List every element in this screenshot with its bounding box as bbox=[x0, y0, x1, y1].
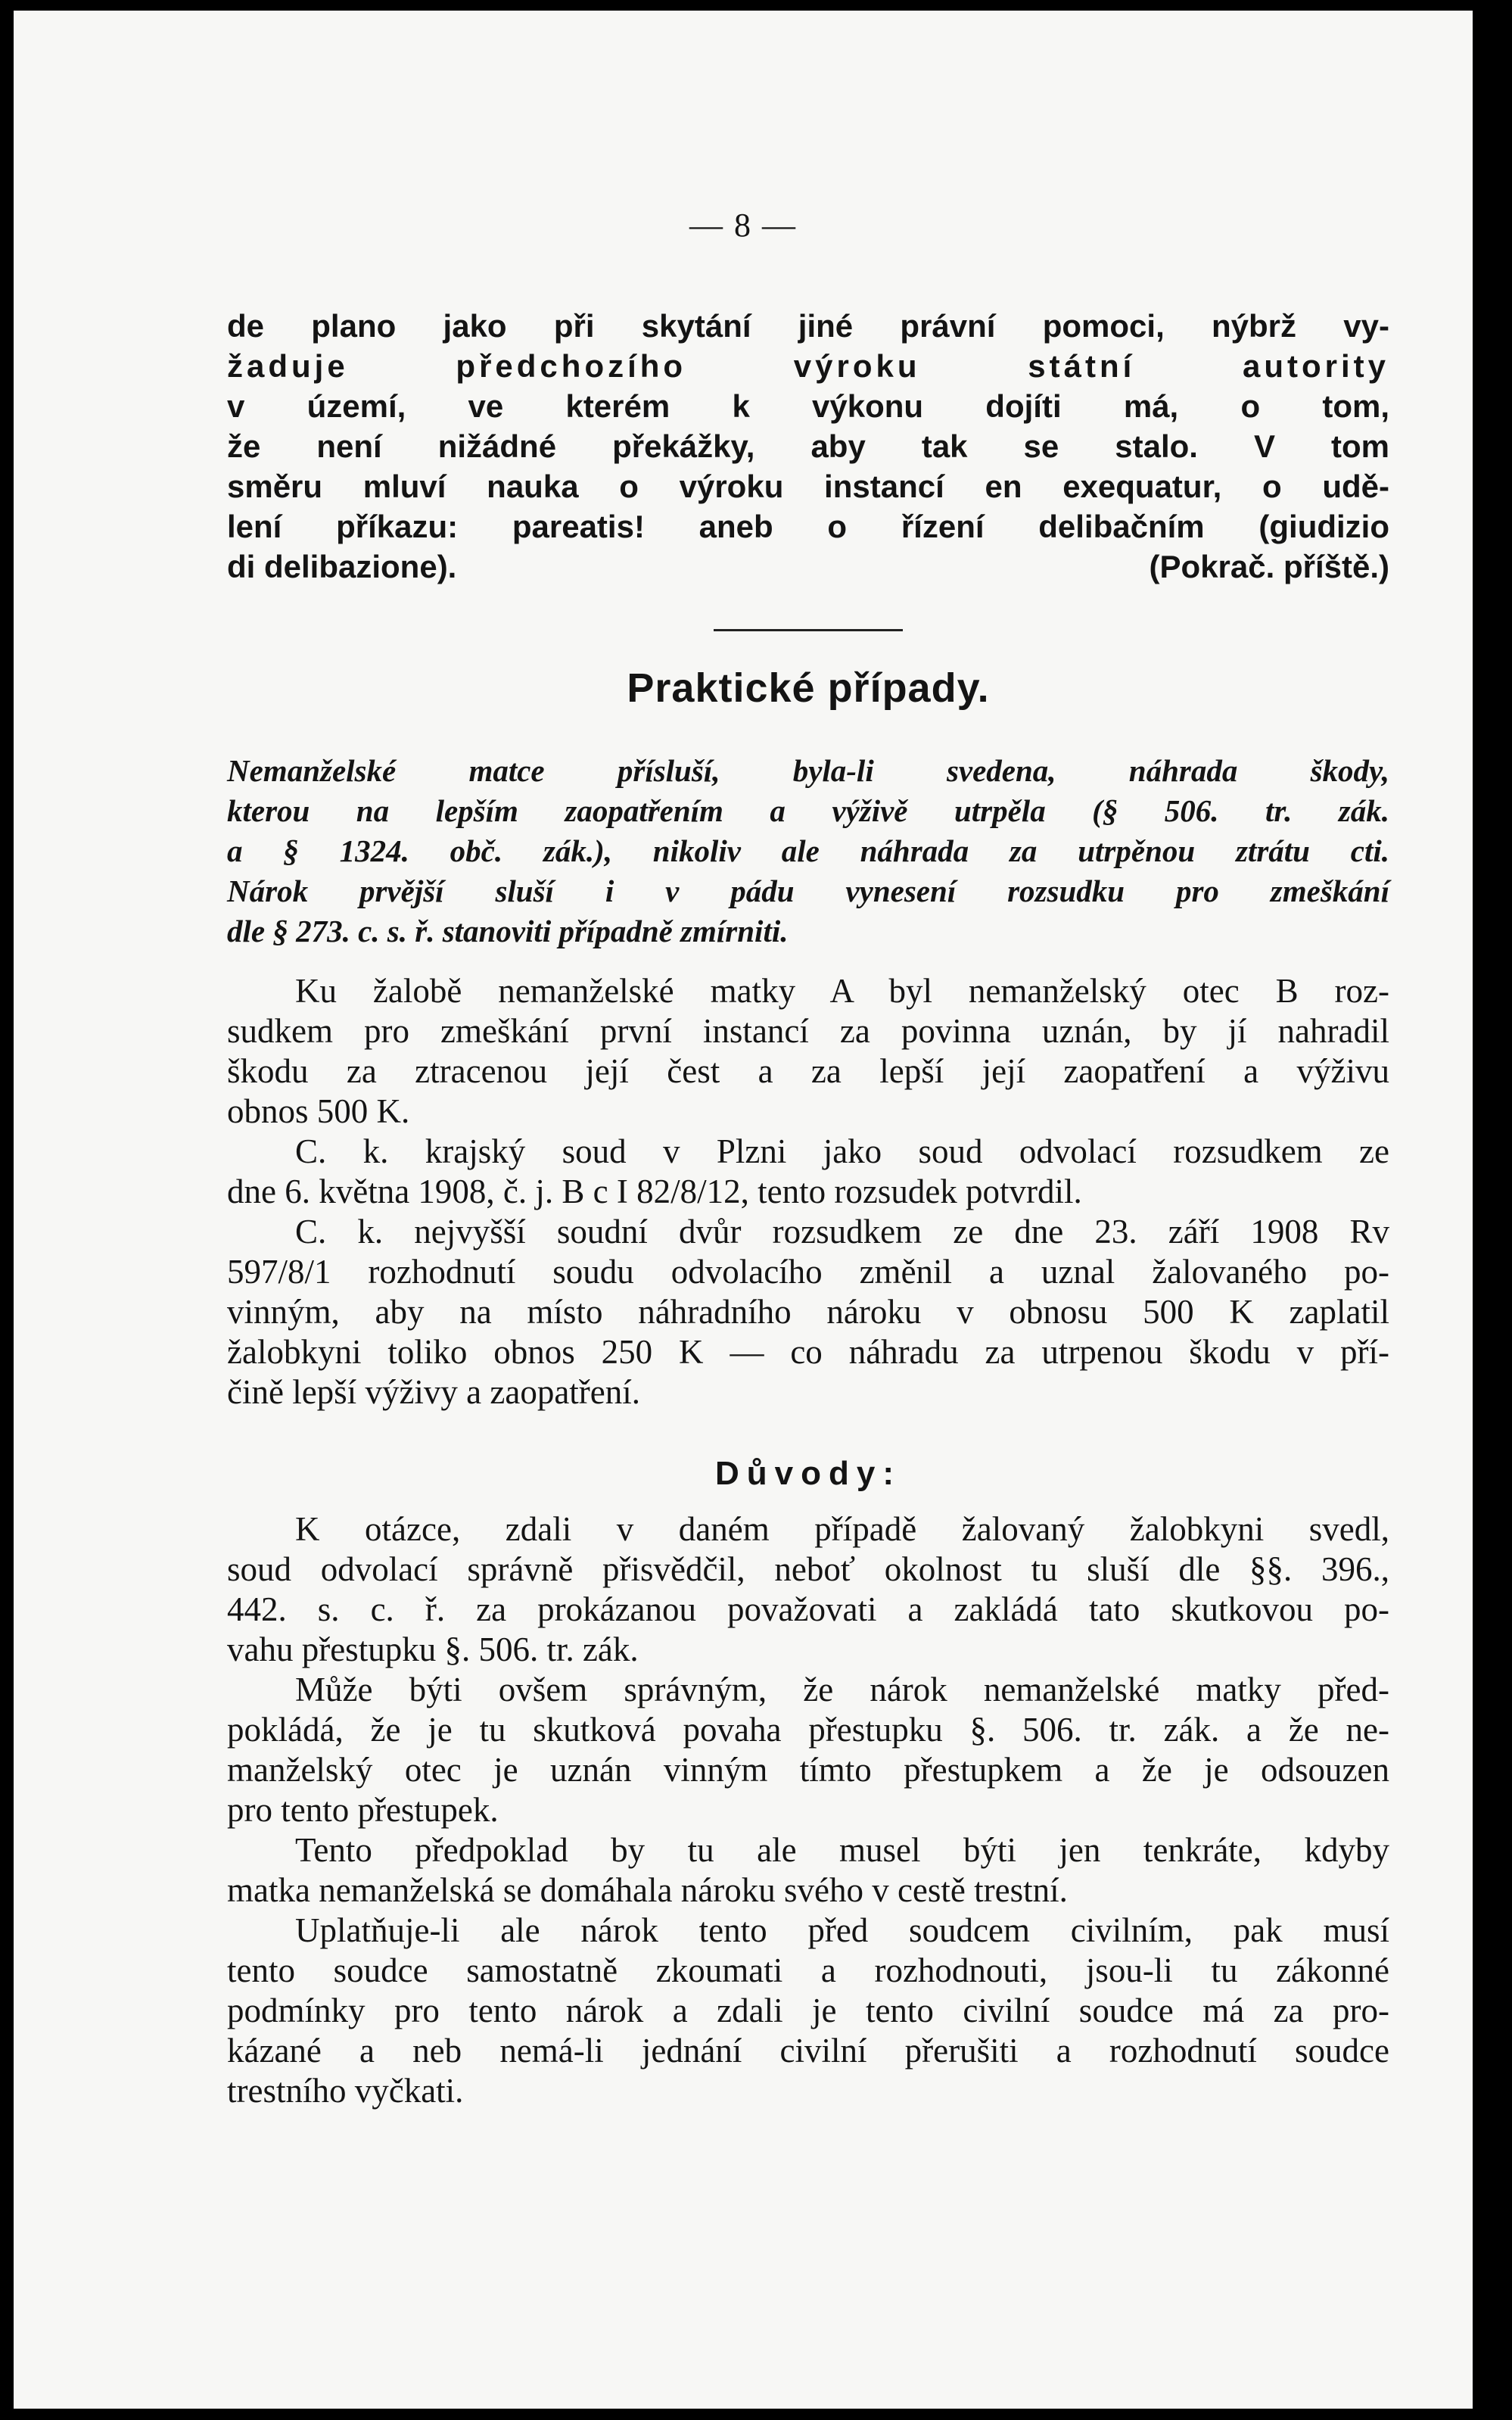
reasons-line: Uplatňuje-li ale nárok tento před soudcem civilním, pak musí bbox=[295, 1911, 1389, 1949]
intro-last-text: di delibazione). bbox=[227, 549, 457, 584]
section-divider bbox=[714, 629, 903, 631]
facts-line: čině lepší výživy a zaopatření. bbox=[227, 1373, 641, 1411]
reasons-line: vahu přestupku §. 506. tr. zák. bbox=[227, 1630, 639, 1668]
facts-paragraph bbox=[227, 971, 1389, 1132]
intro-line: směru mluví nauka o výroku instancí en exequatur, o udě- bbox=[227, 469, 1389, 504]
reasons-line: K otázce, zdali v daném případě žalovaný žalobkyni svedl, bbox=[295, 1510, 1389, 1548]
facts-line: obnos 500 K. bbox=[227, 1092, 410, 1130]
reasons-line: trestního vyčkati. bbox=[227, 2072, 464, 2110]
headnote bbox=[227, 751, 1389, 951]
headnote-line: Nemanželské matce přísluší, byla-li svedena, náhrada škody, bbox=[227, 753, 1389, 788]
reasons-paragraph bbox=[227, 1830, 1389, 1911]
facts-line: vinným, aby na místo náhradního nároku v obnosu 500 K zaplatil bbox=[227, 1293, 1389, 1331]
facts-line: C. k. nejvyšší soudní dvůr rozsudkem ze dne 23. září 1908 Rv bbox=[295, 1213, 1389, 1250]
intro-line: v území, ve kterém k výkonu dojíti má, o tom, bbox=[227, 388, 1389, 424]
reasons-line: tento soudce samostatně zkoumati a rozhodnouti, jsou-li tu zákonné bbox=[227, 1951, 1389, 1989]
intro-line: de plano jako při skytání jiné právní pomoci, nýbrž vy- bbox=[227, 308, 1389, 344]
headnote-line: a § 1324. obč. zák.), nikoliv ale náhrada za utrpěnou ztrátu cti. bbox=[227, 833, 1389, 868]
page-number: — 8 — bbox=[689, 207, 797, 244]
facts-paragraph bbox=[227, 1212, 1389, 1412]
facts-line: 597/8/1 rozhodnutí soudu odvolacího změnil a uznal žalovaného po- bbox=[227, 1253, 1389, 1291]
intro-line: žaduje předchozího výroku státní autority bbox=[227, 348, 1389, 384]
facts-paragraph bbox=[227, 1132, 1389, 1212]
reasons-line: Tento předpoklad by tu ale musel býti jen tenkráte, kdyby bbox=[295, 1831, 1389, 1869]
document-page bbox=[14, 11, 1473, 2409]
facts-line: dne 6. května 1908, č. j. B c I 82/8/12, tento rozsudek potvrdil. bbox=[227, 1173, 1082, 1210]
reasons-line: soud odvolací správně přisvědčil, neboť okolnost tu sluší dle §§. 396., bbox=[227, 1550, 1389, 1588]
continued-note: (Pokrač. příště.) bbox=[1149, 549, 1389, 584]
reasons-line: pro tento přestupek. bbox=[227, 1791, 499, 1829]
headnote-line: dle § 273. c. s. ř. stanoviti případně zmírniti. bbox=[227, 914, 789, 948]
facts-line: Ku žalobě nemanželské matky A byl nemanželský otec B roz- bbox=[295, 972, 1389, 1010]
facts-line: C. k. krajský soud v Plzni jako soud odvolací rozsudkem ze bbox=[295, 1132, 1389, 1170]
facts-line: žalobkyni toliko obnos 250 K — co náhradu za utrpenou škodu v pří- bbox=[227, 1333, 1389, 1371]
reasons-line: podmínky pro tento nárok a zdali je tento civilní soudce má za pro- bbox=[227, 1992, 1389, 2029]
reasons-line: manželský otec je uznán vinným tímto přestupkem a že je odsouzen bbox=[227, 1751, 1389, 1789]
headnote-line: Nárok prvější sluší i v pádu vynesení rozsudku pro zmeškání bbox=[227, 874, 1389, 908]
intro-line: že není nižádné překážky, aby tak se stalo. V tom bbox=[227, 428, 1389, 464]
facts-line: škodu za ztracenou její čest a za lepší její zaopatření a výživu bbox=[227, 1052, 1389, 1090]
text-column bbox=[227, 306, 1389, 2111]
reasons-line: Může býti ovšem správným, že nárok nemanželské matky před- bbox=[295, 1671, 1389, 1708]
intro-paragraph bbox=[227, 306, 1389, 587]
reasons-line: 442. s. c. ř. za prokázanou považovati a zakládá tato skutkovou po- bbox=[227, 1590, 1389, 1628]
intro-line: lení příkazu: pareatis! aneb o řízení delibačním (giudizio bbox=[227, 509, 1389, 544]
reasons-line: kázané a neb nemá-li jednání civilní přerušiti a rozhodnutí soudce bbox=[227, 2032, 1389, 2070]
reasons-title: Důvody: bbox=[715, 1455, 901, 1492]
reasons-paragraph bbox=[227, 1509, 1389, 1670]
facts-line: sudkem pro zmeškání první instancí za povinna uznán, by jí nahradil bbox=[227, 1012, 1389, 1050]
section-title: Praktické případy. bbox=[627, 665, 990, 711]
reasons-paragraph bbox=[227, 1911, 1389, 2111]
intro-last-line bbox=[227, 547, 1389, 587]
reasons-line: matka nemanželská se domáhala nároku svého v cestě trestní. bbox=[227, 1871, 1068, 1909]
headnote-line: kterou na lepším zaopatřením a výživě utrpěla (§ 506. tr. zák. bbox=[227, 793, 1389, 828]
reasons-line: pokládá, že je tu skutková povaha přestupku §. 506. tr. zák. a že ne- bbox=[227, 1711, 1389, 1749]
reasons-paragraph bbox=[227, 1670, 1389, 1830]
